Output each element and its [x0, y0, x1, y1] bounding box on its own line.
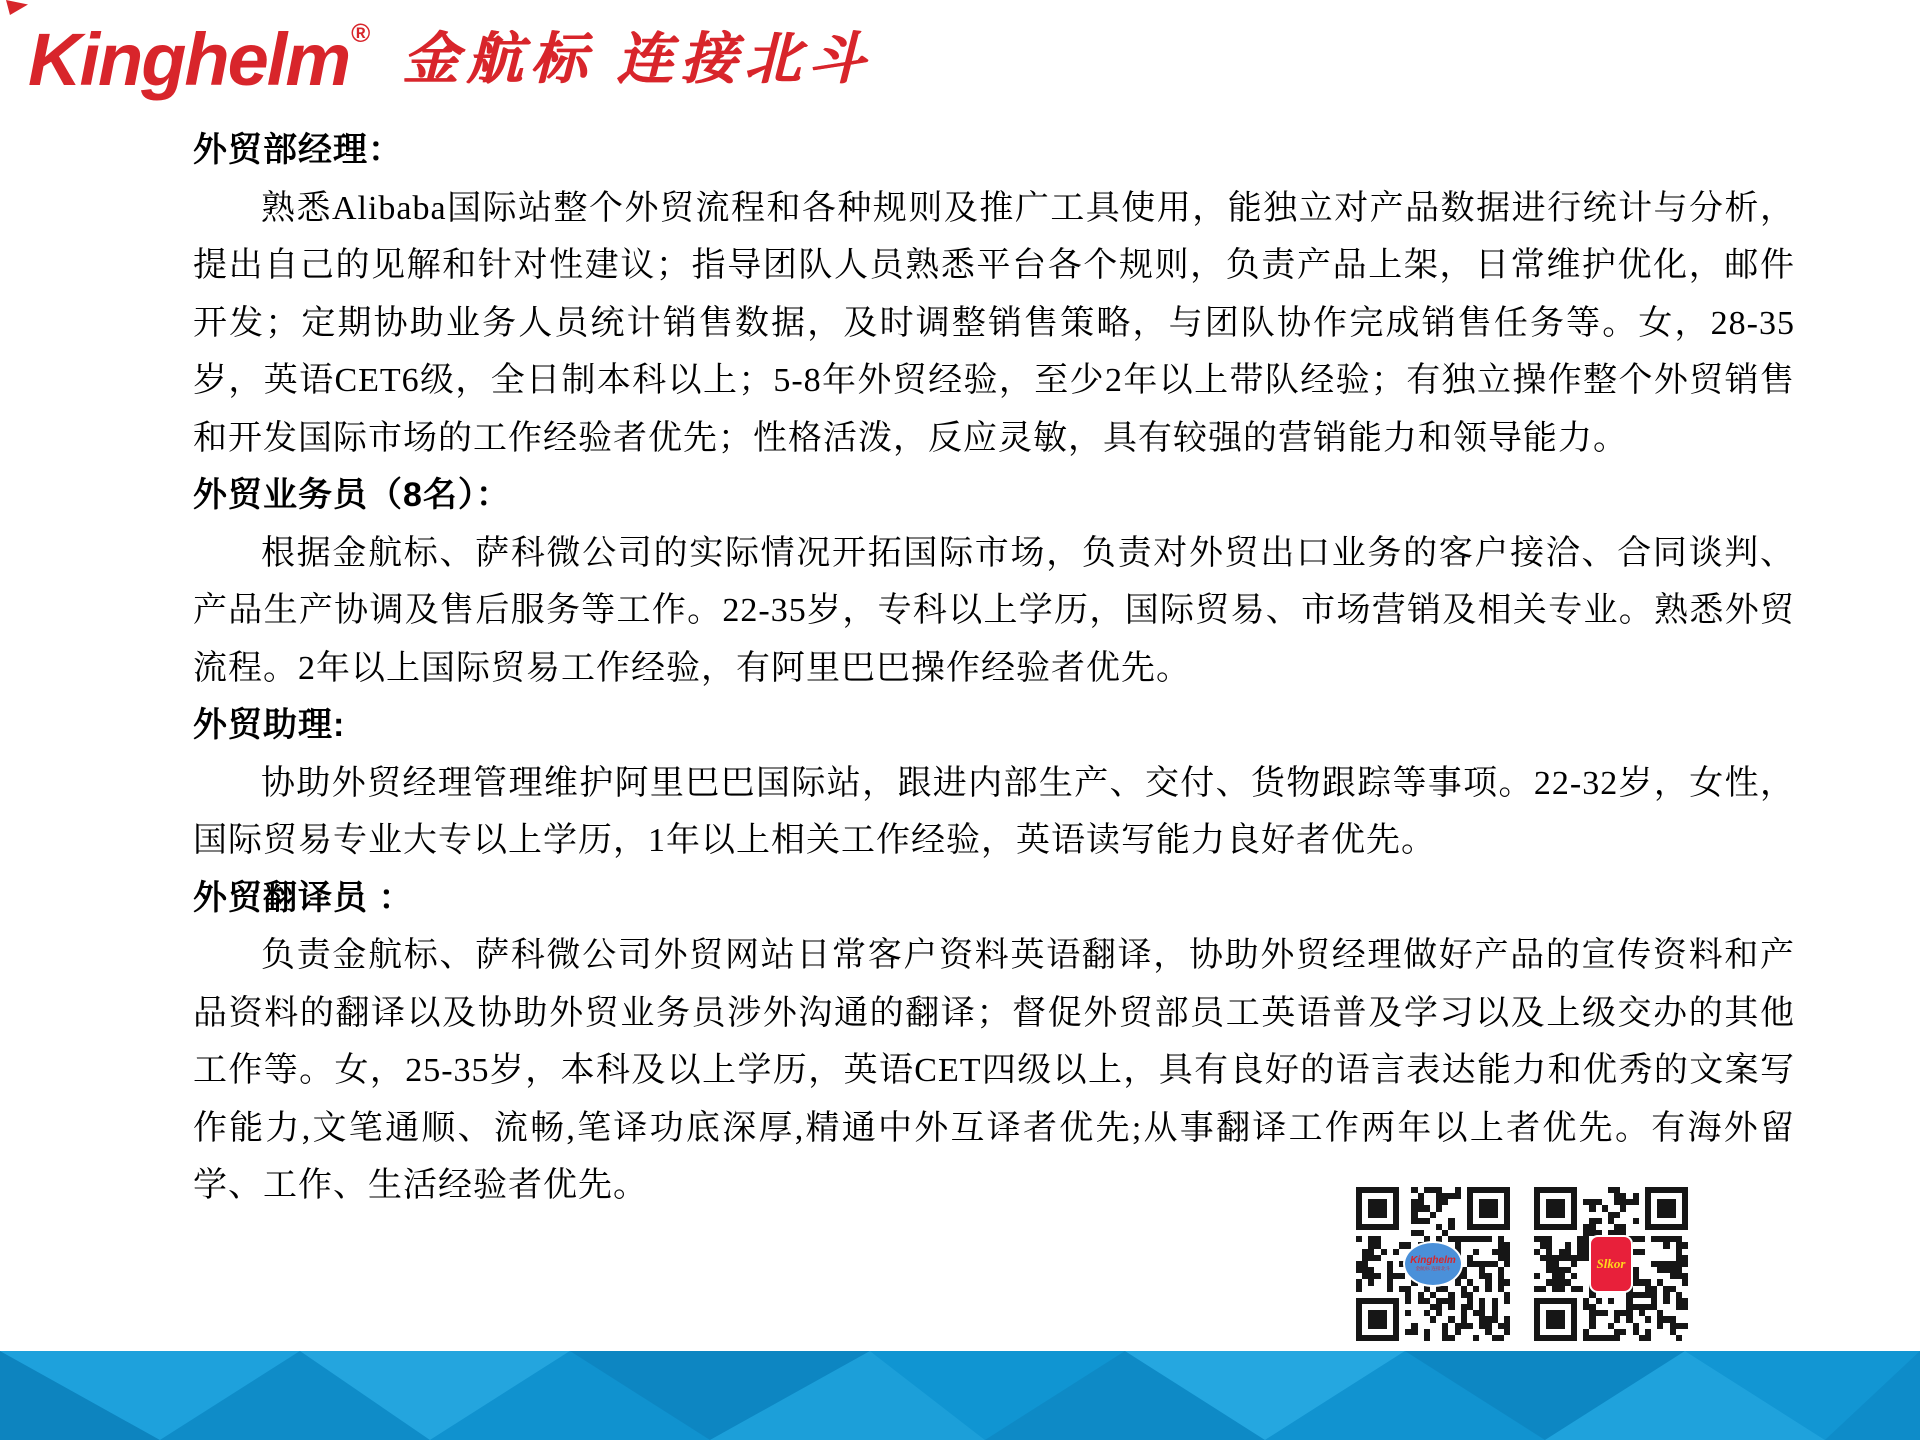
body-trade-manager: 熟悉Alibaba国际站整个外贸流程和各种规则及推广工具使用，能独立对产品数据进行统计与分析，提出自己的见解和针对性建议；指导团队人员熟悉平台各个规则，负责产品上架，日常维护优化，邮件开发；定期协助业务人员统计销售数据，及时调整销售策略，与团队协作完成销售任务等。女，28-35岁，英语CET6级，全日制本科以上；5-8年外贸经验，至少2年以上带队经验；有独立操作整个外贸销售和开发国际市场的工作经验者优先；性格活泼，反应灵敏，具有较强的营销能力和领导能力。: [193, 189, 1795, 457]
job-listings: [193, 122, 1795, 1215]
bottom-banner: [0, 1351, 1920, 1440]
qr-slkor-label: Slkor: [1596, 1256, 1626, 1271]
corner-mark: [6, 0, 28, 15]
body-trade-salesperson: 根据金航标、萨科微公司的实际情况开拓国际市场，负责对外贸出口业务的客户接洽、合同谈判、产品生产协调及售后服务等工作。22-35岁，专科以上学历，国际贸易、市场营销及相关专业。熟悉外贸流程。2年以上国际贸易工作经验，有阿里巴巴操作经验者优先。: [193, 534, 1795, 687]
qr-code-kinghelm: [1352, 1183, 1514, 1345]
qr-kinghelm-label: Kinghelm: [1410, 1255, 1456, 1266]
heading-trade-translator: 外贸翻译员 ：: [193, 878, 414, 917]
body-trade-assistant: 协助外贸经理管理维护阿里巴巴国际站，跟进内部生产、交付、货物跟踪等事项。22-32岁，女性，国际贸易专业大专以上学历，1年以上相关工作经验，英语读写能力良好者优先。: [193, 764, 1795, 859]
qr-kinghelm-center-logo: [1403, 1241, 1463, 1287]
heading-trade-assistant: 外贸助理:: [193, 706, 346, 744]
logo-header: [28, 18, 872, 102]
heading-trade-salesperson: 外贸业务员（8名）：: [193, 476, 511, 514]
registered-mark: ®: [351, 18, 369, 48]
logo-brand-text: Kinghelm: [28, 18, 350, 101]
qr-kinghelm-sublabel: 金航标 连接北斗: [1415, 1266, 1451, 1272]
logo-slogan: 金航标 连接北斗: [402, 29, 873, 91]
kinghelm-logo: [28, 18, 368, 102]
qr-codes: [1352, 1183, 1692, 1345]
qr-slkor-center-logo: [1589, 1235, 1633, 1293]
body-trade-translator: 负责金航标、萨科微公司外贸网站日常客户资料英语翻译，协助外贸经理做好产品的宣传资料和产品资料的翻译以及协助外贸业务员涉外沟通的翻译；督促外贸部员工英语普及学习以及上级交办的其他工作等。女，25-35岁，本科及以上学历，英语CET四级以上，具有良好的语言表达能力和优秀的文案写作能力,文笔通顺、流畅,笔译功底深厚,精通中外互译者优先;从事翻译工作两年以上者优先。有海外留学、工作、生活经验者优先。: [193, 937, 1795, 1204]
qr-code-slkor: [1530, 1183, 1692, 1345]
heading-trade-manager: 外贸部经理：: [193, 131, 403, 169]
